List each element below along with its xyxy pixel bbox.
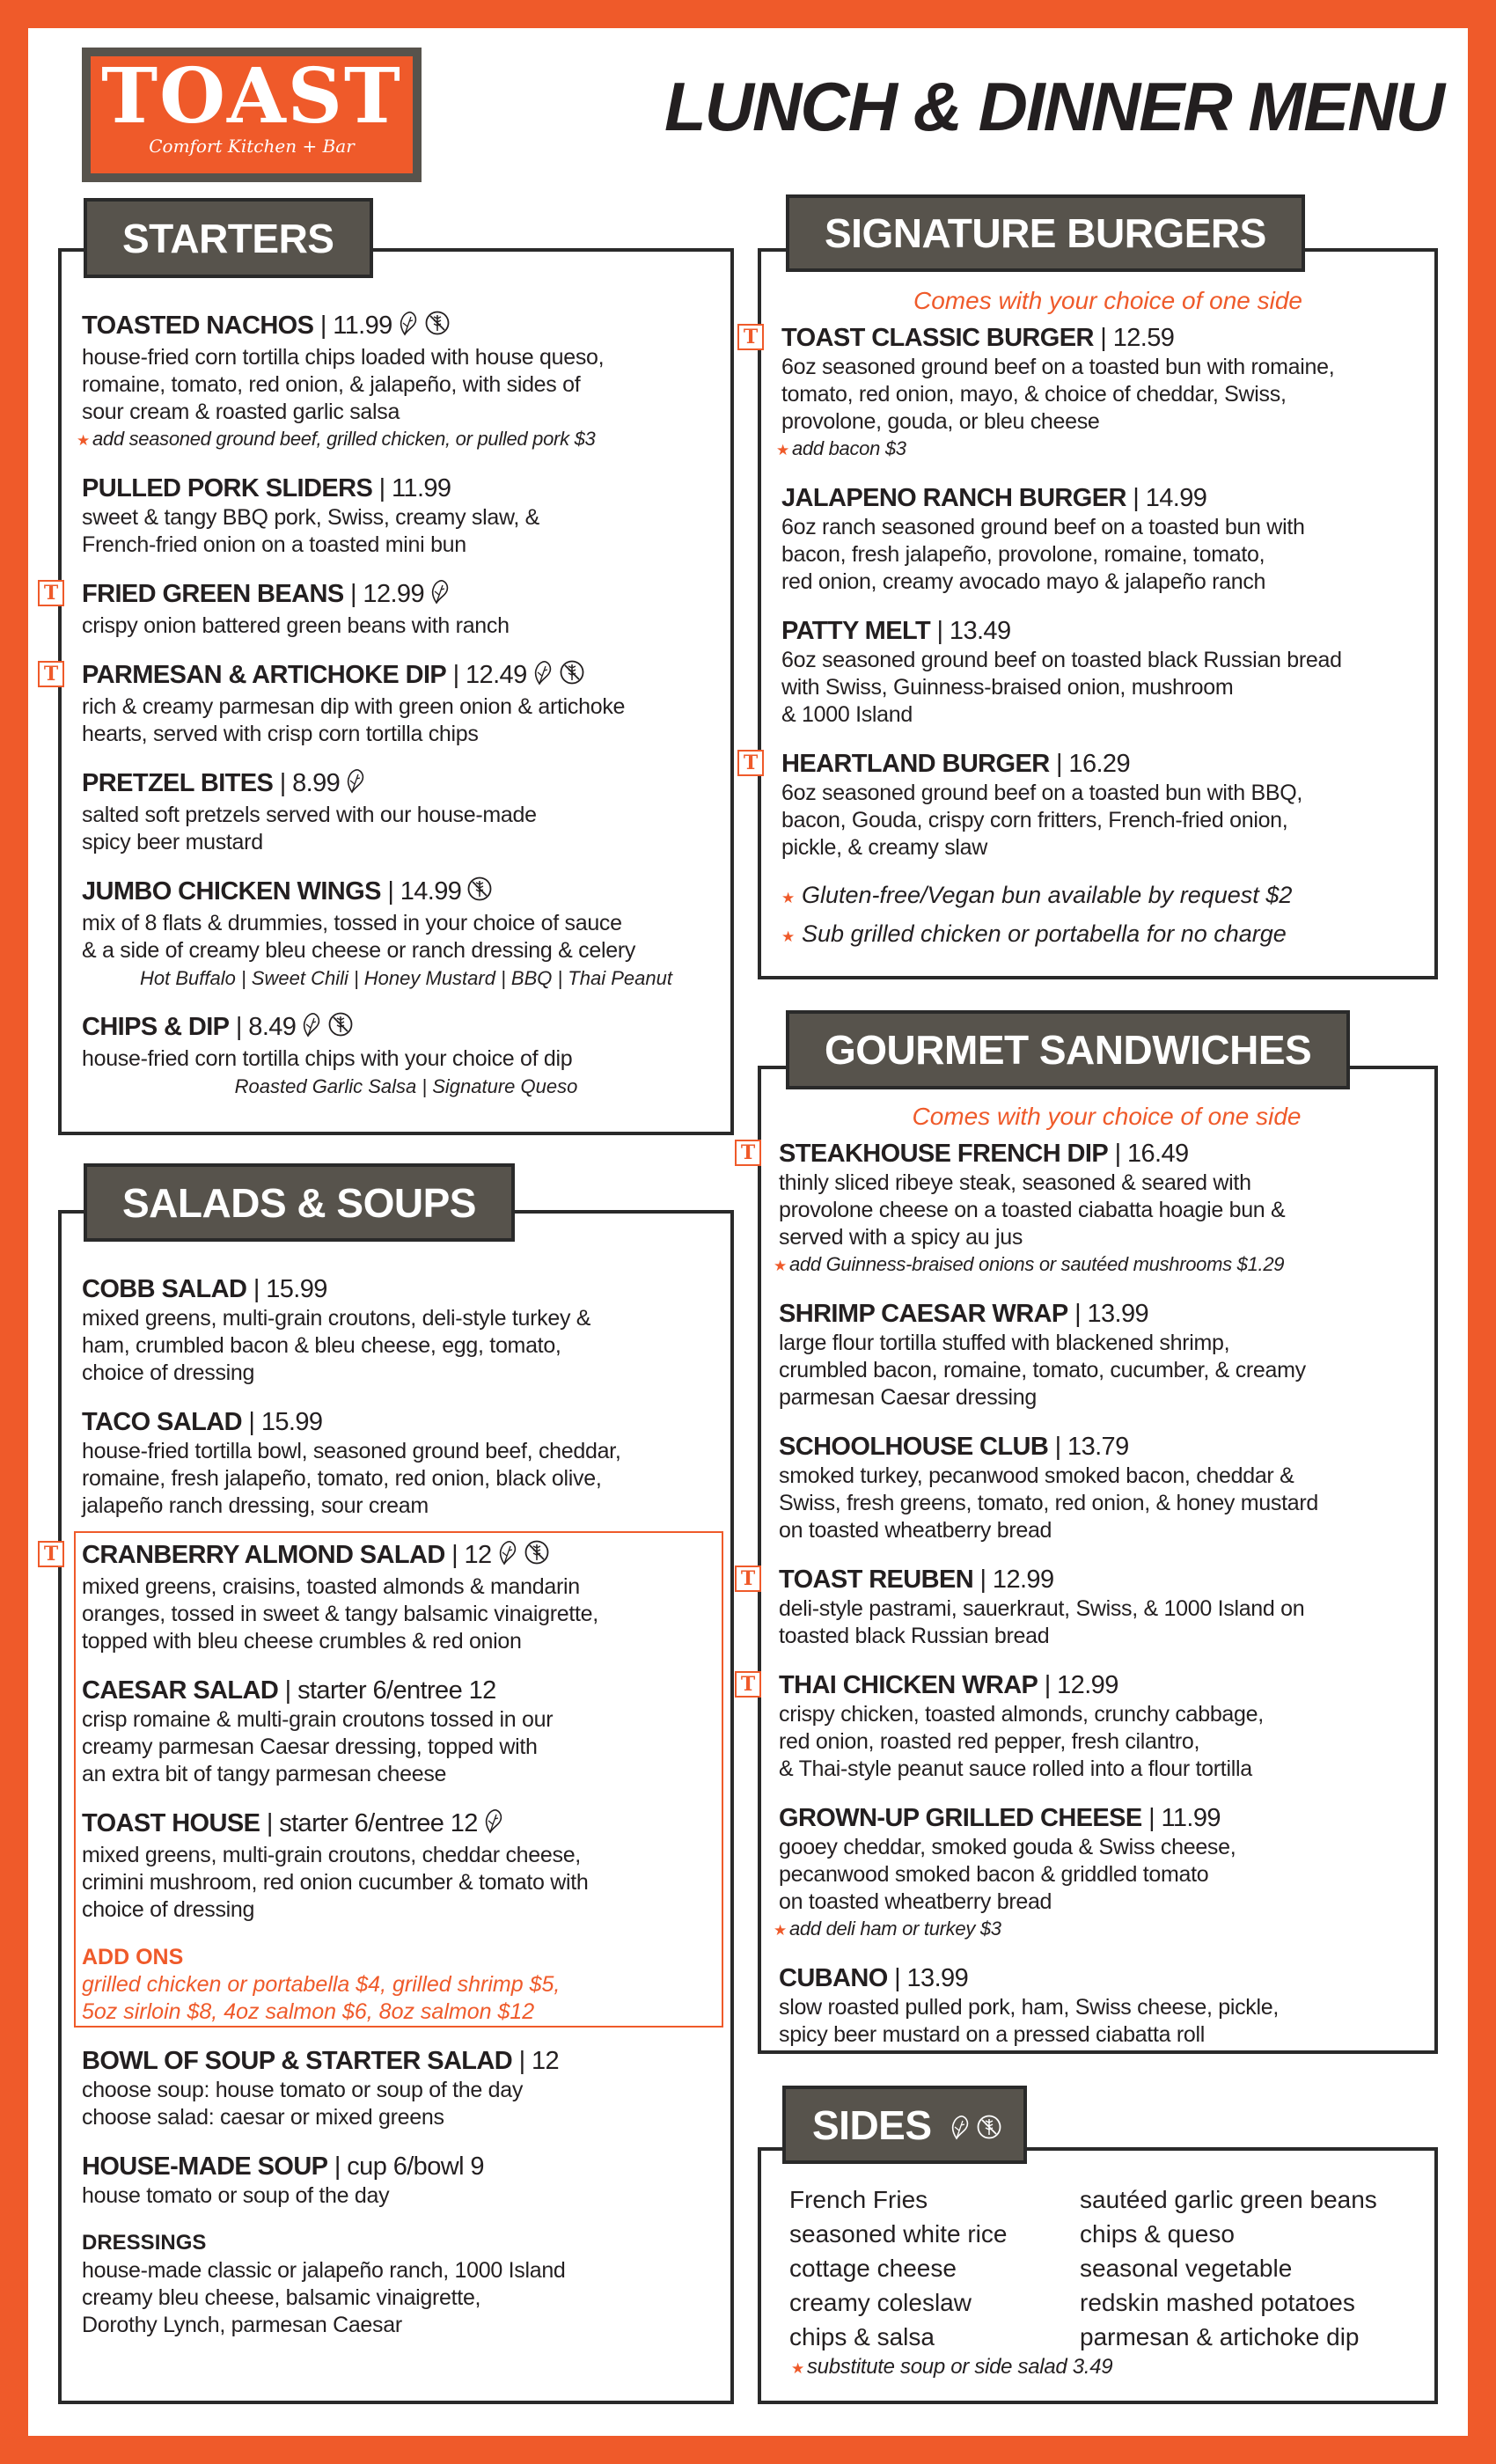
item-name: TOASTED NACHOS bbox=[82, 312, 314, 341]
add-ons-heading: ADD ONS bbox=[82, 1945, 184, 1969]
item-price: | cup 6/bowl 9 bbox=[334, 2152, 484, 2181]
item-description: topped with bleu cheese crumbles & red onion bbox=[82, 1629, 522, 1654]
item-name: FRIED GREEN BEANS bbox=[82, 580, 344, 609]
menu-item bbox=[740, 1138, 1434, 1279]
item-description: crimini mushroom, red onion cucumber & tomato with bbox=[82, 1870, 589, 1895]
sides-column-left bbox=[789, 2182, 1080, 2354]
item-description: slow roasted pulled pork, ham, Swiss cheese, pickle, bbox=[779, 1995, 1280, 2020]
item-description: provolone, gouda, or bleu cheese bbox=[781, 409, 1100, 434]
menu-item bbox=[781, 482, 1434, 596]
item-header bbox=[781, 482, 1434, 514]
item-price: | 15.99 bbox=[248, 1408, 322, 1436]
item-price: | 13.79 bbox=[1055, 1433, 1129, 1461]
item-name: TOAST HOUSE bbox=[82, 1809, 260, 1838]
footnote-text: Sub grilled chicken or portabella for no charge bbox=[801, 920, 1287, 947]
item-name: HEARTLAND BURGER bbox=[781, 750, 1050, 778]
item-description: & Thai-style peanut sauce rolled into a flour tortilla bbox=[779, 1756, 1252, 1781]
item-price: | 13.49 bbox=[937, 617, 1011, 645]
side-item: cottage cheese bbox=[789, 2255, 957, 2282]
item-description: 6oz seasoned ground beef on a toasted bun with BBQ, bbox=[781, 781, 1303, 805]
star-icon: ★ bbox=[781, 928, 799, 945]
item-header bbox=[779, 1564, 1434, 1595]
item-header bbox=[779, 1669, 1434, 1701]
add-ons-line: grilled chicken or portabella $4, grilled shrimp $5, bbox=[82, 1972, 561, 1997]
item-name: PRETZEL BITES bbox=[82, 769, 274, 798]
item-description: on toasted wheatberry bread bbox=[779, 1518, 1052, 1543]
item-description: mix of 8 flats & drummies, tossed in your choice of sauce bbox=[82, 911, 622, 935]
salads-header bbox=[84, 1163, 515, 1242]
item-description: salted soft pretzels served with our house-made bbox=[82, 803, 537, 827]
item-name: JUMBO CHICKEN WINGS bbox=[82, 877, 381, 906]
item-name: HOUSE-MADE SOUP bbox=[82, 2152, 328, 2181]
menu-item bbox=[743, 748, 1434, 862]
item-addon-text: add bacon $3 bbox=[791, 437, 906, 459]
gluten-free-icon bbox=[327, 1011, 354, 1045]
leaf-icon bbox=[301, 1011, 322, 1045]
sides-section bbox=[758, 2147, 1438, 2404]
item-price: | 14.99 bbox=[1133, 484, 1206, 512]
sides-column-right bbox=[1080, 2182, 1377, 2354]
dressings-line: creamy bleu cheese, balsamic vinaigrette, bbox=[82, 2285, 481, 2310]
item-description: mixed greens, multi-grain croutons, cheddar cheese, bbox=[82, 1843, 581, 1867]
item-header bbox=[779, 1962, 1434, 1994]
leaf-icon bbox=[497, 1539, 518, 1573]
menu-item bbox=[43, 659, 730, 748]
menu-item bbox=[77, 310, 730, 453]
item-price: | 16.29 bbox=[1056, 750, 1130, 778]
item-header bbox=[779, 1802, 1434, 1834]
dressings-heading: DRESSINGS bbox=[82, 2231, 207, 2255]
menu-item bbox=[82, 1406, 730, 1520]
gluten-free-icon bbox=[424, 310, 451, 344]
item-description: tomato, red onion, mayo, & choice of cheddar, Swiss, bbox=[781, 382, 1287, 407]
gluten-free-icon bbox=[466, 876, 493, 910]
menu-item bbox=[779, 1431, 1434, 1544]
leaf-icon bbox=[398, 310, 419, 344]
house-favorite-badge-icon: T bbox=[735, 1566, 761, 1592]
item-name: PULLED PORK SLIDERS bbox=[82, 474, 373, 502]
item-description: provolone cheese on a toasted ciabatta hoagie bun & bbox=[779, 1198, 1286, 1222]
item-header bbox=[82, 1273, 730, 1305]
item-header bbox=[781, 615, 1434, 647]
starters-title: STARTERS bbox=[122, 215, 334, 261]
item-name: COBB SALAD bbox=[82, 1275, 247, 1303]
item-description: served with a spicy au jus bbox=[779, 1225, 1023, 1250]
side-item: redskin mashed potatoes bbox=[1080, 2289, 1355, 2316]
item-header bbox=[82, 1011, 730, 1045]
item-description: parmesan Caesar dressing bbox=[779, 1385, 1037, 1410]
item-description: spicy beer mustard on a pressed ciabatta roll bbox=[779, 2022, 1205, 2047]
menu-item bbox=[82, 767, 730, 856]
item-description: crumbled bacon, romaine, tomato, cucumber, & creamy bbox=[779, 1358, 1306, 1382]
item-price: | 11.99 bbox=[1148, 1804, 1221, 1832]
item-price: | 8.49 bbox=[236, 1013, 296, 1041]
menu-item bbox=[82, 1273, 730, 1387]
menu-item bbox=[779, 1298, 1434, 1412]
item-description: house-fried corn tortilla chips loaded with house queso, bbox=[82, 345, 605, 370]
menu-title: LUNCH & DINNER MENU bbox=[664, 68, 1443, 145]
leaf-icon bbox=[429, 578, 451, 612]
item-description: crisp romaine & multi-grain croutons tossed in our bbox=[82, 1707, 554, 1732]
item-description: pecanwood smoked bacon & griddled tomato bbox=[779, 1862, 1209, 1887]
item-description: sour cream & roasted garlic salsa bbox=[82, 400, 400, 424]
item-description: spicy beer mustard bbox=[82, 830, 263, 854]
item-price: | 12.99 bbox=[1045, 1671, 1118, 1699]
sandwiches-subtitle: Comes with your choice of one side bbox=[912, 1103, 1302, 1130]
item-header bbox=[82, 659, 730, 693]
menu-item bbox=[82, 473, 730, 559]
item-name: PATTY MELT bbox=[781, 617, 931, 645]
item-name: THAI CHICKEN WRAP bbox=[779, 1671, 1038, 1699]
menu-item bbox=[82, 876, 730, 992]
dressings-line: Dorothy Lynch, parmesan Caesar bbox=[82, 2313, 402, 2337]
item-description: 6oz seasoned ground beef on a toasted bun with romaine, bbox=[781, 355, 1335, 379]
menu-item bbox=[740, 1564, 1434, 1650]
sides-note-text: substitute soup or side salad 3.49 bbox=[806, 2355, 1113, 2379]
item-description: large flour tortilla stuffed with blackened shrimp, bbox=[779, 1331, 1230, 1355]
item-price: | starter 6/entree 12 bbox=[285, 1676, 496, 1705]
item-addon-note bbox=[774, 1251, 1434, 1279]
item-description: rich & creamy parmesan dip with green onion & artichoke bbox=[82, 694, 626, 719]
item-description: choose soup: house tomato or soup of the day bbox=[82, 2078, 524, 2102]
item-name: SHRIMP CAESAR WRAP bbox=[779, 1300, 1068, 1328]
item-description: jalapeño ranch dressing, sour cream bbox=[82, 1493, 429, 1518]
house-favorite-badge-icon: T bbox=[38, 661, 64, 687]
item-description: house tomato or soup of the day bbox=[82, 2183, 390, 2208]
item-description: gooey cheddar, smoked gouda & Swiss cheese, bbox=[779, 1835, 1236, 1859]
item-name: TACO SALAD bbox=[82, 1408, 242, 1436]
menu-item bbox=[82, 1675, 730, 1788]
item-header bbox=[781, 322, 1434, 354]
item-description: an extra bit of tangy parmesan cheese bbox=[82, 1762, 447, 1786]
item-description: red onion, roasted red pepper, fresh cilantro, bbox=[779, 1729, 1200, 1754]
item-header bbox=[82, 473, 730, 504]
item-name: TOAST CLASSIC BURGER bbox=[781, 324, 1094, 352]
leaf-icon bbox=[483, 1808, 504, 1842]
item-name: CRANBERRY ALMOND SALAD bbox=[82, 1541, 445, 1570]
house-favorite-badge-icon: T bbox=[735, 1140, 761, 1166]
item-price: | 12.99 bbox=[350, 580, 424, 608]
sides-title: SIDES bbox=[812, 2101, 932, 2148]
item-description: sweet & tangy BBQ pork, Swiss, creamy slaw, & bbox=[82, 505, 540, 530]
house-favorite-badge-icon: T bbox=[38, 580, 64, 606]
item-description: choose salad: caesar or mixed greens bbox=[82, 2105, 444, 2130]
item-name: STEAKHOUSE FRENCH DIP bbox=[779, 1140, 1109, 1168]
item-description: & a side of creamy bleu cheese or ranch dressing & celery bbox=[82, 938, 636, 963]
menu-item bbox=[82, 1808, 730, 1924]
menu-item bbox=[43, 1539, 730, 1655]
item-description: bacon, fresh jalapeño, provolone, romaine, tomato, bbox=[781, 542, 1265, 567]
item-description: thinly sliced ribeye steak, seasoned & seared with bbox=[779, 1170, 1251, 1195]
item-header bbox=[82, 578, 730, 612]
gluten-free-icon bbox=[559, 659, 585, 693]
item-header bbox=[779, 1431, 1434, 1463]
starters-header bbox=[84, 198, 373, 278]
item-header bbox=[82, 767, 730, 802]
item-name: BOWL OF SOUP & STARTER SALAD bbox=[82, 2047, 513, 2075]
item-price: | 12 bbox=[519, 2047, 559, 2075]
footnote-text: Gluten-free/Vegan bun available by request $2 bbox=[801, 882, 1293, 908]
item-options: Roasted Garlic Salsa | Signature Queso bbox=[234, 1075, 578, 1097]
item-description: pickle, & creamy slaw bbox=[781, 835, 988, 860]
item-price: | 11.99 bbox=[379, 474, 451, 502]
menu-item bbox=[82, 1943, 730, 2026]
leaf-icon bbox=[345, 767, 366, 802]
burgers-title: SIGNATURE BURGERS bbox=[825, 210, 1266, 256]
leaf-icon bbox=[532, 659, 554, 693]
item-price: | 12.59 bbox=[1100, 324, 1174, 352]
item-price: | 14.99 bbox=[387, 877, 461, 906]
footnote bbox=[781, 877, 1434, 916]
item-price: | 13.99 bbox=[1074, 1300, 1148, 1328]
menu-item bbox=[82, 2151, 730, 2210]
star-icon: ★ bbox=[774, 1258, 787, 1274]
item-description: 6oz ranch seasoned ground beef on a toasted bun with bbox=[781, 515, 1305, 539]
item-description: creamy parmesan Caesar dressing, topped with bbox=[82, 1734, 538, 1759]
menu-item bbox=[82, 1011, 730, 1100]
item-addon-text: add Guinness-braised onions or sautéed mushrooms $1.29 bbox=[788, 1253, 1285, 1275]
salads-section bbox=[43, 1210, 734, 2404]
side-item: chips & queso bbox=[1080, 2220, 1235, 2248]
salads-title: SALADS & SOUPS bbox=[122, 1179, 476, 1226]
menu-item bbox=[779, 1962, 1434, 2049]
house-favorite-badge-icon: T bbox=[735, 1671, 761, 1698]
item-price: | 12.99 bbox=[980, 1566, 1054, 1594]
item-description: deli-style pastrami, sauerkraut, Swiss, & 1000 Island on bbox=[779, 1596, 1305, 1621]
item-addon-text: add deli ham or turkey $3 bbox=[788, 1918, 1001, 1940]
item-header bbox=[82, 1808, 730, 1842]
item-name: GROWN-UP GRILLED CHEESE bbox=[779, 1804, 1142, 1832]
star-icon: ★ bbox=[776, 442, 789, 458]
side-item: chips & salsa bbox=[789, 2323, 935, 2350]
item-header bbox=[781, 748, 1434, 780]
star-icon: ★ bbox=[774, 1922, 787, 1939]
item-description: house-fried corn tortilla chips with your choice of dip bbox=[82, 1046, 573, 1071]
item-name: CUBANO bbox=[779, 1964, 888, 1992]
leaf-icon bbox=[950, 2091, 971, 2161]
menu-item bbox=[781, 615, 1434, 729]
item-description: crispy chicken, toasted almonds, crunchy cabbage, bbox=[779, 1702, 1264, 1727]
item-name: CAESAR SALAD bbox=[82, 1676, 279, 1705]
sandwiches-section bbox=[740, 1066, 1438, 2054]
house-favorite-badge-icon: T bbox=[737, 324, 764, 350]
item-description: mixed greens, multi-grain croutons, deli-style turkey & bbox=[82, 1306, 591, 1331]
item-price: | 8.99 bbox=[280, 769, 340, 797]
starters-section bbox=[43, 248, 734, 1135]
sides-header bbox=[782, 2086, 1027, 2164]
item-name: CHIPS & DIP bbox=[82, 1013, 230, 1042]
side-item: parmesan & artichoke dip bbox=[1080, 2323, 1360, 2350]
burgers-header bbox=[786, 194, 1305, 272]
burgers-subtitle: Comes with your choice of one side bbox=[913, 287, 1302, 314]
item-price: | starter 6/entree 12 bbox=[267, 1809, 478, 1837]
add-ons-line: 5oz sirloin $8, 4oz salmon $6, 8oz salmon $12 bbox=[82, 1999, 535, 2024]
footnote bbox=[781, 916, 1434, 955]
side-item: French Fries bbox=[789, 2186, 928, 2213]
item-options: Hot Buffalo | Sweet Chili | Honey Mustard | BBQ | Thai Peanut bbox=[140, 967, 672, 989]
gluten-free-icon bbox=[524, 1539, 550, 1573]
sides-note bbox=[791, 2354, 1434, 2381]
item-price: | 15.99 bbox=[253, 1275, 327, 1303]
item-header bbox=[82, 1675, 730, 1706]
item-header bbox=[82, 1539, 730, 1573]
sides-diet-icons bbox=[944, 2088, 1002, 2162]
item-description: ham, crumbled bacon & bleu cheese, egg, tomato, bbox=[82, 1333, 561, 1358]
item-description: smoked turkey, pecanwood smoked bacon, cheddar & bbox=[779, 1463, 1294, 1488]
item-addon-note bbox=[776, 436, 1434, 463]
item-addon-note bbox=[77, 426, 730, 453]
item-description: 6oz seasoned ground beef on toasted black Russian bread bbox=[781, 648, 1342, 672]
menu-item bbox=[82, 2045, 730, 2131]
menu-item bbox=[43, 578, 730, 640]
item-description: with Swiss, Guinness-braised onion, mushroom bbox=[781, 675, 1234, 700]
item-description: French-fried onion on a toasted mini bun bbox=[82, 532, 466, 557]
toast-logo bbox=[82, 48, 422, 182]
side-item: seasoned white rice bbox=[789, 2220, 1008, 2248]
item-addon-note bbox=[774, 1916, 1434, 1943]
dressings-line: house-made classic or jalapeño ranch, 1000 Island bbox=[82, 2258, 566, 2283]
item-description: oranges, tossed in sweet & tangy balsamic vinaigrette, bbox=[82, 1602, 598, 1626]
sandwiches-header bbox=[786, 1010, 1350, 1089]
house-favorite-badge-icon: T bbox=[737, 750, 764, 776]
menu-item bbox=[774, 1802, 1434, 1943]
item-description: on toasted wheatberry bread bbox=[779, 1889, 1052, 1914]
item-description: hearts, served with crisp corn tortilla chips bbox=[82, 722, 479, 746]
menu-item bbox=[743, 322, 1434, 463]
menu-item bbox=[82, 2229, 730, 2339]
item-header bbox=[779, 1138, 1434, 1170]
item-description: romaine, fresh jalapeño, tomato, red onion, black olive, bbox=[82, 1466, 602, 1491]
sandwiches-title: GOURMET SANDWICHES bbox=[825, 1027, 1312, 1073]
item-header bbox=[779, 1298, 1434, 1330]
item-description: choice of dressing bbox=[82, 1897, 255, 1922]
item-description: romaine, tomato, red onion, & jalapeño, with sides of bbox=[82, 372, 581, 397]
item-description: toasted black Russian bread bbox=[779, 1624, 1050, 1648]
item-name: JALAPENO RANCH BURGER bbox=[781, 484, 1126, 512]
item-description: choice of dressing bbox=[82, 1360, 255, 1385]
item-header bbox=[82, 310, 730, 344]
side-item: creamy coleslaw bbox=[789, 2289, 972, 2316]
item-price: | 12 bbox=[451, 1541, 491, 1569]
star-icon: ★ bbox=[791, 2360, 804, 2377]
item-header bbox=[82, 1406, 730, 1438]
item-description: mixed greens, craisins, toasted almonds & mandarin bbox=[82, 1574, 580, 1599]
item-header bbox=[82, 2045, 730, 2077]
house-favorite-badge-icon: T bbox=[38, 1541, 64, 1567]
item-name: SCHOOLHOUSE CLUB bbox=[779, 1433, 1049, 1461]
burgers-section bbox=[743, 248, 1438, 979]
item-description: crispy onion battered green beans with ranch bbox=[82, 613, 510, 638]
item-description: Swiss, fresh greens, tomato, red onion, & honey mustard bbox=[779, 1491, 1318, 1515]
item-name: PARMESAN & ARTICHOKE DIP bbox=[82, 661, 447, 690]
burger-footnotes bbox=[781, 877, 1434, 955]
star-icon: ★ bbox=[77, 432, 90, 449]
logo-wordmark: TOAST bbox=[101, 52, 402, 141]
item-description: bacon, Gouda, crispy corn fritters, French-fried onion, bbox=[781, 808, 1288, 832]
star-icon: ★ bbox=[781, 890, 799, 906]
item-description: red onion, creamy avocado mayo & jalapeño ranch bbox=[781, 569, 1266, 594]
item-price: | 11.99 bbox=[320, 312, 392, 340]
item-name: TOAST REUBEN bbox=[779, 1566, 974, 1594]
menu-item bbox=[740, 1669, 1434, 1783]
item-header bbox=[82, 876, 730, 910]
side-item: seasonal vegetable bbox=[1080, 2255, 1293, 2282]
item-price: | 13.99 bbox=[894, 1964, 968, 1992]
item-header bbox=[82, 2151, 730, 2182]
item-price: | 16.49 bbox=[1115, 1140, 1189, 1168]
logo-tagline: Comfort Kitchen + Bar bbox=[149, 136, 355, 157]
gluten-free-icon bbox=[976, 2091, 1002, 2161]
item-price: | 12.49 bbox=[453, 661, 527, 689]
item-description: & 1000 Island bbox=[781, 702, 913, 727]
item-description: house-fried tortilla bowl, seasoned ground beef, cheddar, bbox=[82, 1439, 621, 1463]
side-item: sautéed garlic green beans bbox=[1080, 2186, 1377, 2213]
item-addon-text: add seasoned ground beef, grilled chicken, or pulled pork $3 bbox=[92, 428, 596, 450]
